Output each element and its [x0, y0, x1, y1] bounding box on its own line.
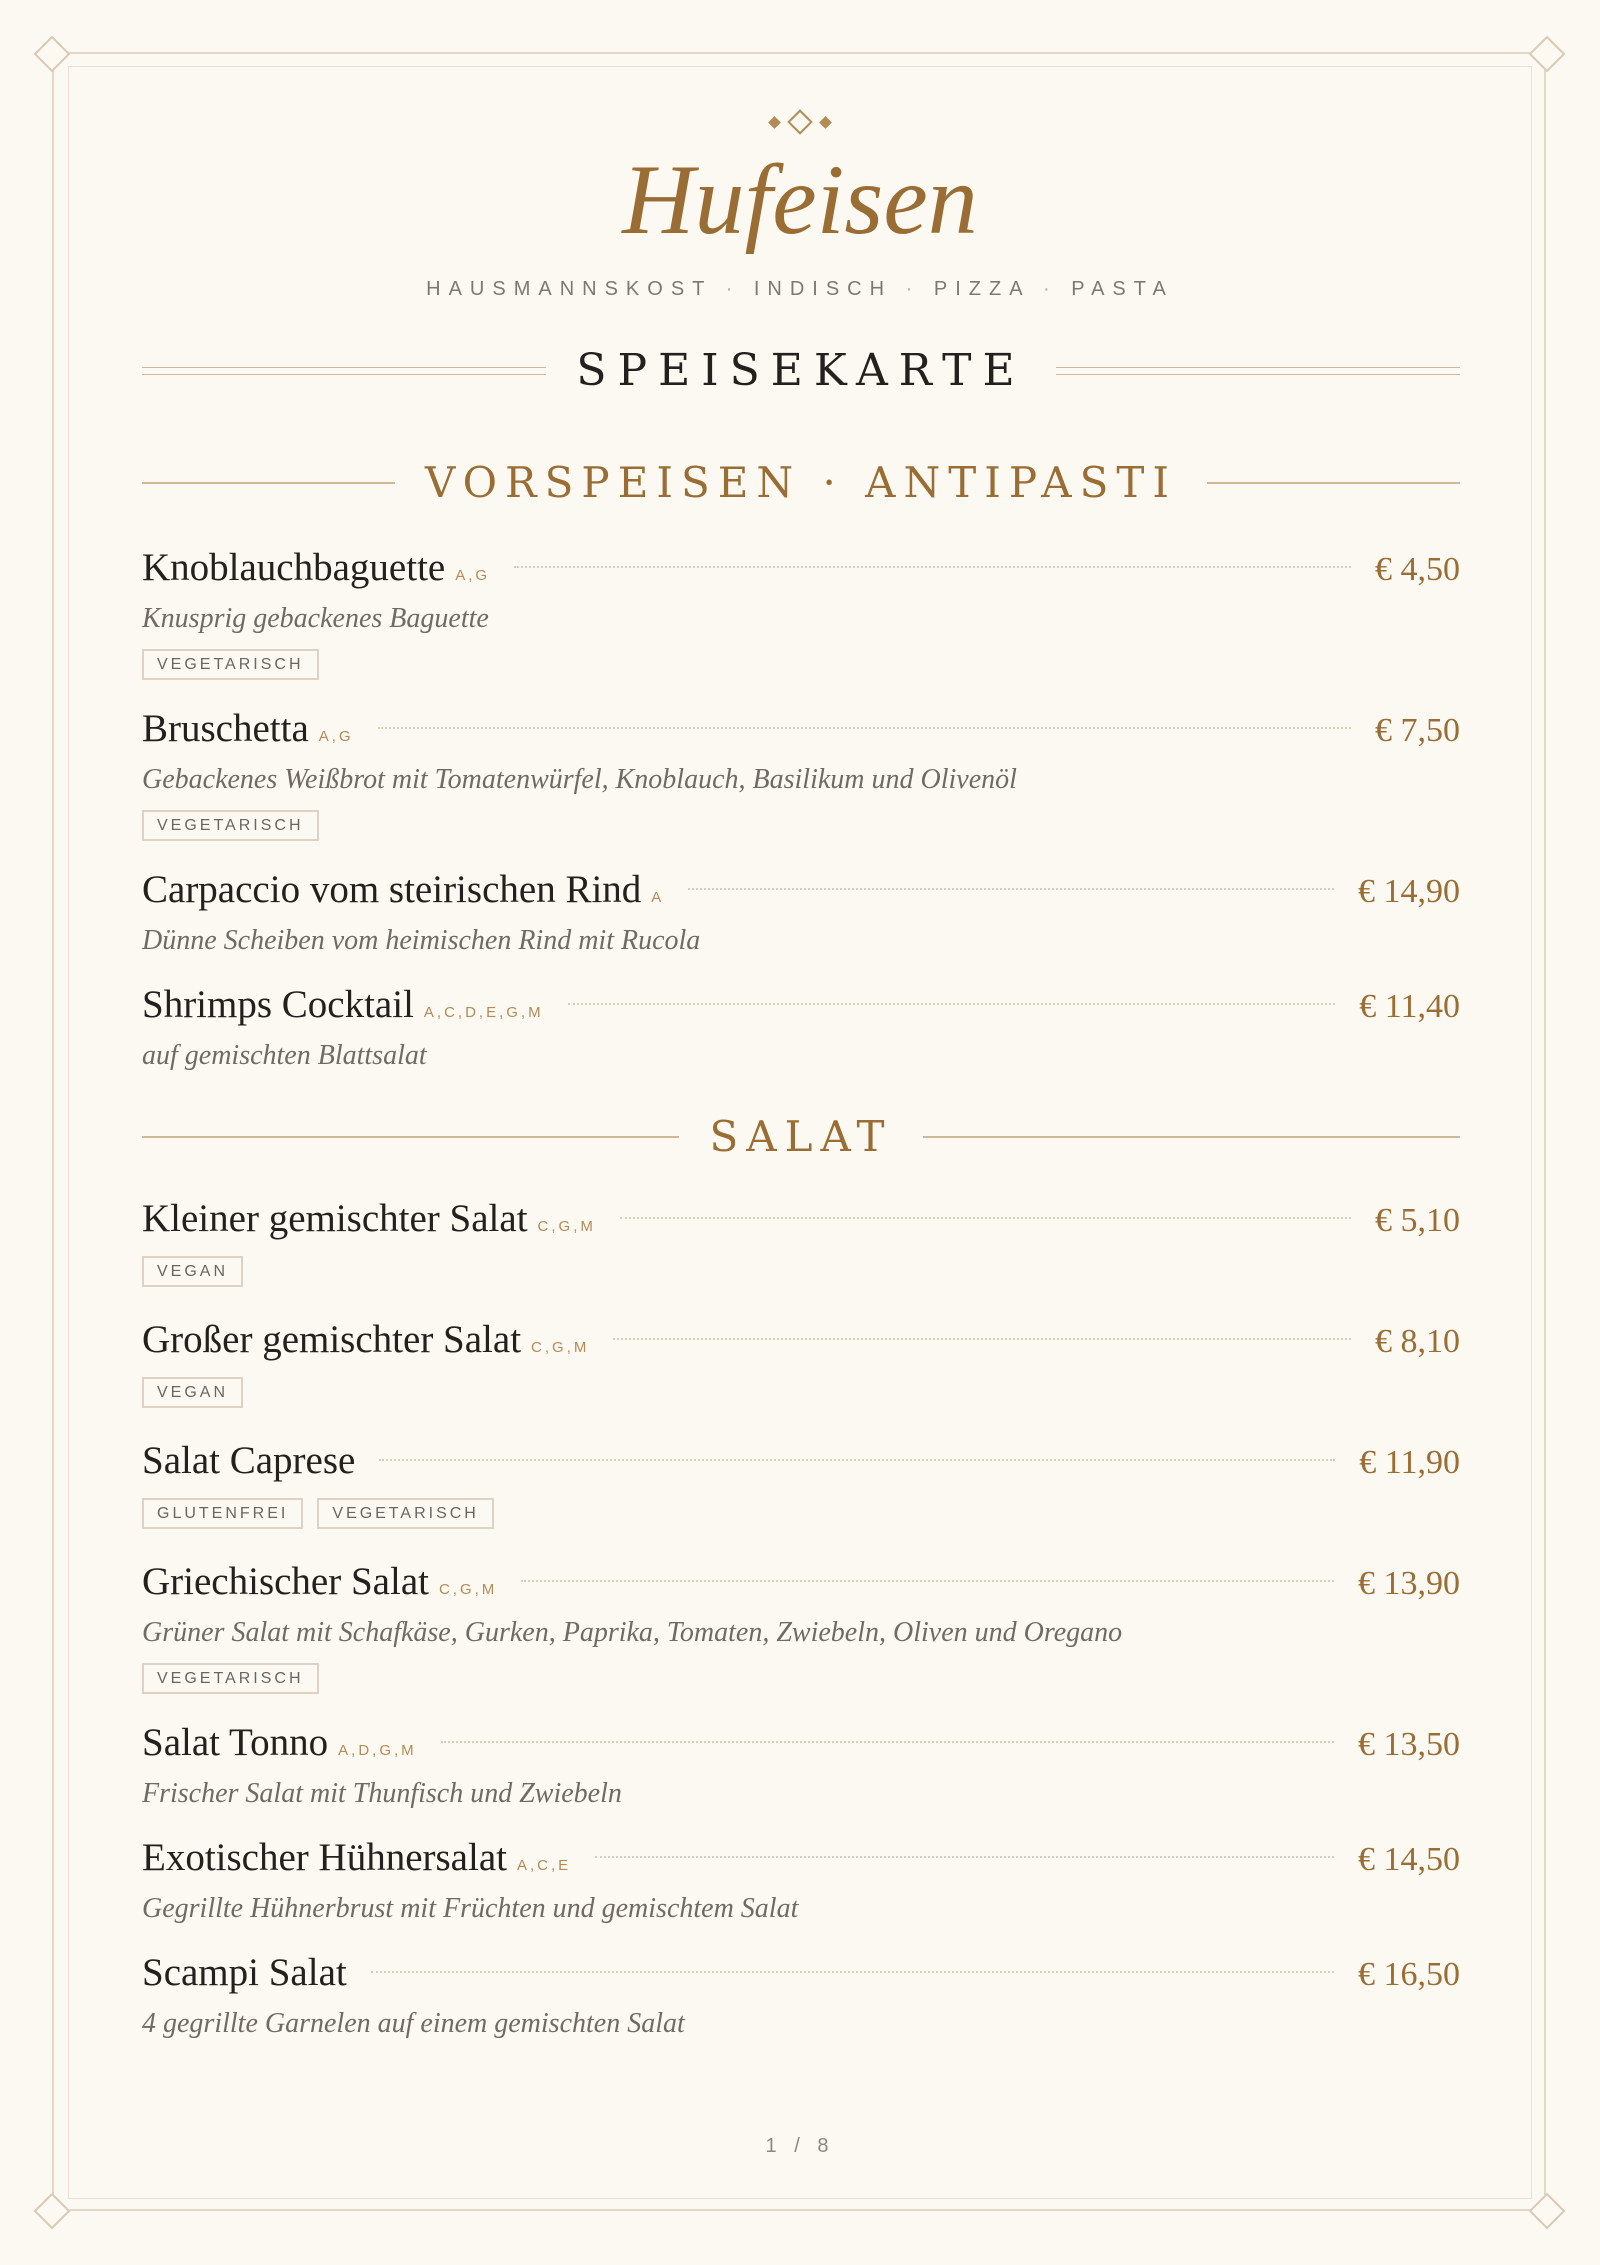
section-title: SALAT: [709, 1112, 893, 1161]
item-name: Kleiner gemischter Salat: [142, 1197, 528, 1240]
item-allergens: C,G,M: [537, 1218, 596, 1235]
item-description: Knusprig gebackenes Baguette: [142, 603, 489, 634]
divider: [142, 367, 546, 375]
divider: [142, 482, 395, 484]
menu-title-row: [142, 345, 1460, 396]
tagline-separator: ·: [725, 278, 741, 300]
item-description: 4 gegrillte Garnelen auf einem gemischten Salat: [142, 2008, 685, 2039]
section-heading-vorspeisen: [142, 458, 1460, 507]
dot-leader: [688, 888, 1334, 890]
item-price: € 5,10: [1375, 1202, 1460, 1239]
item-allergens: A: [651, 889, 665, 906]
tagline-item: PIZZA: [933, 278, 1030, 300]
menu-item: [142, 1196, 1460, 1287]
divider: [1207, 482, 1460, 484]
menu-item: [142, 1559, 1460, 1694]
item-name: Shrimps Cocktail: [142, 983, 414, 1026]
item-allergens: A,C,D,E,G,M: [423, 1004, 544, 1021]
item-allergens: C,G,M: [531, 1339, 590, 1356]
diet-tag: VEGAN: [142, 1377, 243, 1408]
item-allergens: A,C,E: [516, 1857, 572, 1874]
item-name: Carpaccio vom steirischen Rind: [142, 868, 642, 911]
menu-item: [142, 867, 1460, 957]
tagline-item: INDISCH: [753, 278, 893, 300]
menu-title: SPEISEKARTE: [576, 345, 1026, 396]
item-price: € 13,50: [1358, 1726, 1460, 1763]
dot-leader: [371, 1971, 1334, 1973]
tagline-item: HAUSMANNSKOST: [426, 278, 713, 300]
dot-leader: [378, 727, 1351, 729]
tagline-separator: ·: [1043, 278, 1058, 300]
menu-item: [142, 1835, 1460, 1925]
item-allergens: A,G: [318, 728, 354, 745]
dot-leader: [521, 1580, 1334, 1582]
divider: [1056, 367, 1460, 375]
tagline-separator: ·: [905, 278, 921, 300]
dot-leader: [568, 1003, 1336, 1005]
menu-item: [142, 1950, 1460, 2040]
item-price: € 16,50: [1358, 1956, 1460, 1993]
section-heading-salat: [142, 1112, 1460, 1161]
menu-item: [142, 982, 1460, 1072]
diet-tag: VEGETARISCH: [142, 1663, 319, 1694]
section-title: VORSPEISEN · ANTIPASTI: [425, 458, 1177, 507]
dot-leader: [441, 1741, 1334, 1743]
item-name: Knoblauchbaguette: [142, 546, 446, 589]
item-name: Exotischer Hühnersalat: [142, 1836, 507, 1879]
diamond-small-icon: [768, 116, 781, 129]
item-name: Großer gemischter Salat: [142, 1318, 522, 1361]
dot-leader: [620, 1217, 1351, 1219]
item-description: Grüner Salat mit Schafkäse, Gurken, Paprika, Tomaten, Zwiebeln, Oliven und Oregano: [142, 1617, 1123, 1648]
item-name: Salat Tonno: [142, 1721, 329, 1764]
diamond-small-icon: [819, 116, 832, 129]
item-price: € 14,50: [1358, 1841, 1460, 1878]
item-name: Bruschetta: [142, 707, 309, 750]
diet-tag: GLUTENFREI: [142, 1498, 303, 1529]
item-price: € 8,10: [1375, 1323, 1460, 1360]
item-allergens: A,G: [455, 567, 491, 584]
item-description: Frischer Salat mit Thunfisch und Zwiebeln: [142, 1778, 622, 1809]
diamond-outline-icon: [787, 109, 812, 134]
menu-item: [142, 1438, 1460, 1529]
menu-item: [142, 1720, 1460, 1810]
diet-tag: VEGAN: [142, 1256, 243, 1287]
item-description: Dünne Scheiben vom heimischen Rind mit Rucola: [142, 925, 701, 956]
item-name: Scampi Salat: [142, 1951, 347, 1994]
tagline-item: PASTA: [1071, 278, 1174, 300]
item-price: € 11,40: [1359, 988, 1460, 1025]
menu-item: [142, 1317, 1460, 1408]
divider: [923, 1136, 1460, 1138]
restaurant-name: Hufeisen: [622, 144, 978, 255]
dot-leader: [379, 1459, 1335, 1461]
dot-leader: [595, 1856, 1334, 1858]
item-allergens: A,D,G,M: [338, 1742, 417, 1759]
page-indicator: 1 / 8: [765, 2135, 835, 2157]
dot-leader: [613, 1338, 1351, 1340]
dot-leader: [514, 566, 1351, 568]
item-description: Gegrillte Hühnerbrust mit Früchten und gemischtem Salat: [142, 1893, 799, 1924]
item-description: auf gemischten Blattsalat: [142, 1040, 427, 1071]
item-description: Gebackenes Weißbrot mit Tomatenwürfel, Knoblauch, Basilikum und Olivenöl: [142, 764, 1017, 795]
item-price: € 4,50: [1375, 551, 1460, 588]
item-name: Salat Caprese: [142, 1439, 356, 1482]
cuisine-tagline: [0, 278, 1600, 301]
diet-tag: VEGETARISCH: [317, 1498, 494, 1529]
item-price: € 7,50: [1375, 712, 1460, 749]
header-ornament: [0, 110, 1600, 134]
item-price: € 13,90: [1358, 1565, 1460, 1602]
divider: [142, 1136, 679, 1138]
menu-item: [142, 545, 1460, 680]
item-name: Griechischer Salat: [142, 1560, 429, 1603]
diet-tag: VEGETARISCH: [142, 649, 319, 680]
item-price: € 14,90: [1358, 873, 1460, 910]
diet-tag: VEGETARISCH: [142, 810, 319, 841]
menu-item: [142, 706, 1460, 841]
item-allergens: C,G,M: [438, 1581, 498, 1598]
item-price: € 11,90: [1359, 1444, 1460, 1481]
